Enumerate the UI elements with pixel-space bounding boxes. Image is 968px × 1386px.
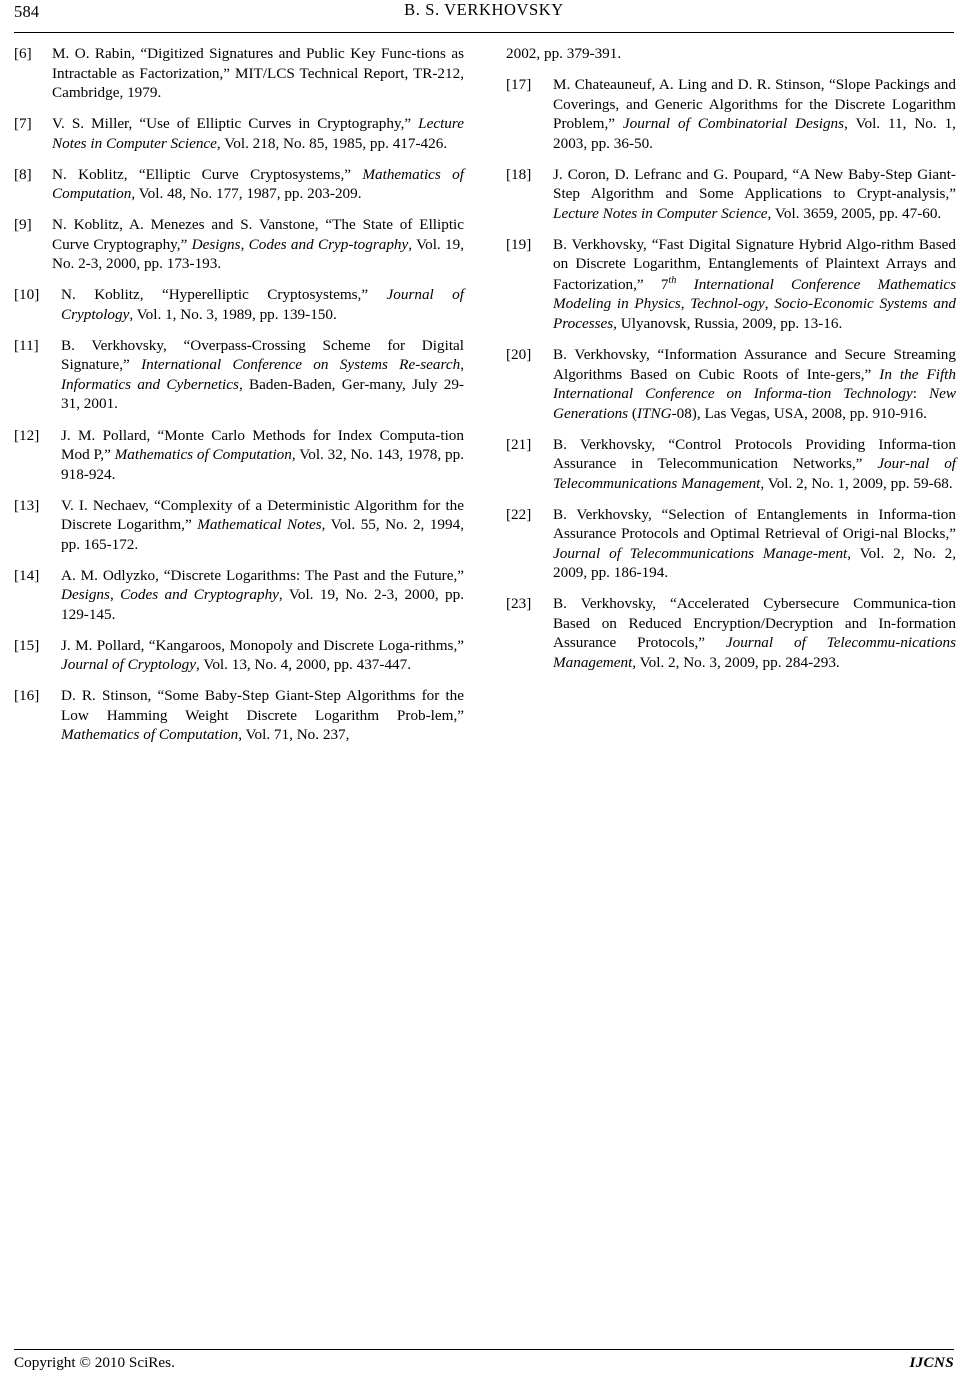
page-number: 584	[14, 2, 40, 21]
reference-number: [10]	[14, 286, 40, 304]
reference-entry	[14, 566, 464, 625]
reference-text: N. Koblitz, “Hyperelliptic Cryptosystems,” Journal of Cryptology, Vol. 1, No. 3, 1989, pp. 139-150.	[61, 286, 464, 323]
reference-entry	[506, 345, 956, 423]
reference-number: [7]	[14, 115, 32, 133]
reference-number: [9]	[14, 216, 32, 234]
running-title: B. S. VERKHOVSKY	[404, 0, 564, 19]
reference-text: B. Verkhovsky, “Fast Digital Signature Hybrid Algo-rithm Based on Discrete Logarithm, Entanglements of Plaintext Arrays and Factorization,” 7th International Conference Mathematics Modeling in Physics, Technol-ogy, Socio-Economic Systems and Processes, Ulyanovsk, Russia, 2009, pp. 13-16.	[553, 235, 957, 332]
reference-text: B. Verkhovsky, “Selection of Entanglements in Informa-tion Assurance Protocols and Optimal Retrieval of Origi-nal Blocks,” Journal of Telecommunications Manage-ment, Vol. 2, No. 2, 2009, pp. 186-194.	[553, 505, 956, 582]
reference-entry	[14, 496, 464, 555]
reference-number: [8]	[14, 165, 32, 183]
reference-number: [6]	[14, 45, 32, 62]
reference-number: [18]	[506, 165, 532, 183]
reference-entry	[506, 505, 956, 583]
reference-text: V. S. Miller, “Use of Elliptic Curves in Cryptography,” Lecture Notes in Computer Science, Vol. 218, No. 85, 1985, pp. 417-426.	[52, 115, 464, 152]
reference-text: M. Chateauneuf, A. Ling and D. R. Stinson, “Slope Packings and Coverings, and Generic Algorithms for the Discrete Logarithm Problem,” Journal of Combinatorial Designs, Vol. 11, No. 1, 2003, pp. 36-50.	[553, 76, 956, 152]
reference-number: [12]	[14, 426, 40, 444]
reference-entry	[506, 594, 956, 672]
reference-continuation: 2002, pp. 379-391.	[506, 45, 622, 62]
reference-text: N. Koblitz, A. Menezes and S. Vanstone, “The State of Elliptic Curve Cryptography,” Designs, Codes and Cryp-tography, Vol. 19, No. 2-3, 2000, pp. 173-193.	[52, 216, 464, 273]
reference-text: B. Verkhovsky, “Overpass-Crossing Scheme for Digital Signature,” International Conference on Systems Re-search, Informatics and Cybernetics, Baden-Baden, Ger-many, July 29-31, 2001.	[61, 336, 464, 413]
reference-text: B. Verkhovsky, “Information Assurance and Secure Streaming Algorithms Based on Cubic Roots of Inte-gers,” In the Fifth International Conference on Informa-tion Technology: New Generations (ITNG-08), Las Vegas, USA, 2008, pp. 910-916.	[553, 345, 956, 422]
left-column	[14, 44, 464, 756]
reference-entry	[506, 165, 956, 224]
reference-number: [17]	[506, 76, 532, 94]
copyright-text: Copyright © 2010 SciRes.	[14, 1354, 175, 1371]
reference-number: [11]	[14, 336, 39, 354]
running-head	[14, 0, 954, 30]
reference-columns	[14, 44, 957, 756]
reference-text: A. M. Odlyzko, “Discrete Logarithms: The Past and the Future,” Designs, Codes and Cryptography, Vol. 19, No. 2-3, 2000, pp. 129-145.	[61, 566, 465, 623]
header-rule	[14, 32, 954, 33]
reference-number: [13]	[14, 496, 40, 514]
reference-text: V. I. Nechaev, “Complexity of a Deterministic Algorithm for the Discrete Logarithm,” Mathematical Notes, Vol. 55, No. 2, 1994, pp. 165-172.	[61, 496, 464, 553]
reference-text: B. Verkhovsky, “Control Protocols Providing Informa-tion Assurance in Telecommunication Networks,” Jour-nal of Telecommunications Management, Vol. 2, No. 1, 2009, pp. 59-68.	[553, 435, 957, 492]
reference-entry	[14, 285, 464, 324]
reference-number: [21]	[506, 435, 532, 453]
reference-number: [15]	[14, 636, 40, 654]
reference-entry	[14, 215, 464, 274]
reference-text: D. R. Stinson, “Some Baby-Step Giant-Step Algorithms for the Low Hamming Weight Discrete Logarithm Prob-lem,” Mathematics of Computation, Vol. 71, No. 237,	[61, 687, 464, 744]
reference-number: [19]	[506, 235, 532, 253]
reference-entry	[506, 435, 956, 494]
reference-entry	[14, 114, 464, 153]
page-footer	[14, 1349, 954, 1372]
reference-entry	[14, 165, 464, 204]
reference-text: N. Koblitz, “Elliptic Curve Cryptosystems,” Mathematics of Computation, Vol. 48, No. 177, 1987, pp. 203-209.	[52, 165, 464, 203]
footer-rule	[14, 1349, 954, 1350]
reference-number: [16]	[14, 687, 40, 705]
reference-entry	[14, 636, 464, 675]
reference-entry	[506, 75, 956, 153]
reference-text: B. Verkhovsky, “Accelerated Cybersecure Communica-tion Based on Reduced Encryption/Decryption and In-formation Assurance Protocols,” Journal of Telecommu-nications Management, Vol. 2, No. 3, 2009, pp. 284-293.	[553, 595, 956, 671]
reference-entry	[506, 235, 956, 334]
reference-entry	[14, 44, 464, 103]
right-column	[506, 44, 956, 756]
reference-number: [22]	[506, 505, 532, 523]
reference-text: M. O. Rabin, “Digitized Signatures and Public Key Func-tions as Intractable as Factorization,” MIT/LCS Technical Report, TR-212, Cambridge, 1979.	[52, 45, 464, 102]
journal-abbreviation: IJCNS	[909, 1354, 954, 1371]
reference-entry	[14, 336, 464, 414]
reference-text: J. Coron, D. Lefranc and G. Poupard, “A New Baby-Step Giant-Step Algorithm and Some Applications to Crypt-analysis,” Lecture Notes in Computer Science, Vol. 3659, 2005, pp. 47-60.	[553, 165, 956, 222]
reference-text: J. M. Pollard, “Monte Carlo Methods for Index Computa-tion Mod P,” Mathematics of Computation, Vol. 32, No. 143, 1978, pp. 918-924.	[61, 426, 465, 483]
reference-number: [23]	[506, 595, 532, 613]
reference-number: [20]	[506, 345, 532, 363]
reference-entry	[14, 426, 464, 485]
reference-number: [14]	[14, 566, 40, 584]
reference-text: J. M. Pollard, “Kangaroos, Monopoly and Discrete Loga-rithms,” Journal of Cryptology, Vol. 13, No. 4, 2000, pp. 437-447.	[61, 636, 464, 674]
reference-entry	[14, 686, 464, 745]
